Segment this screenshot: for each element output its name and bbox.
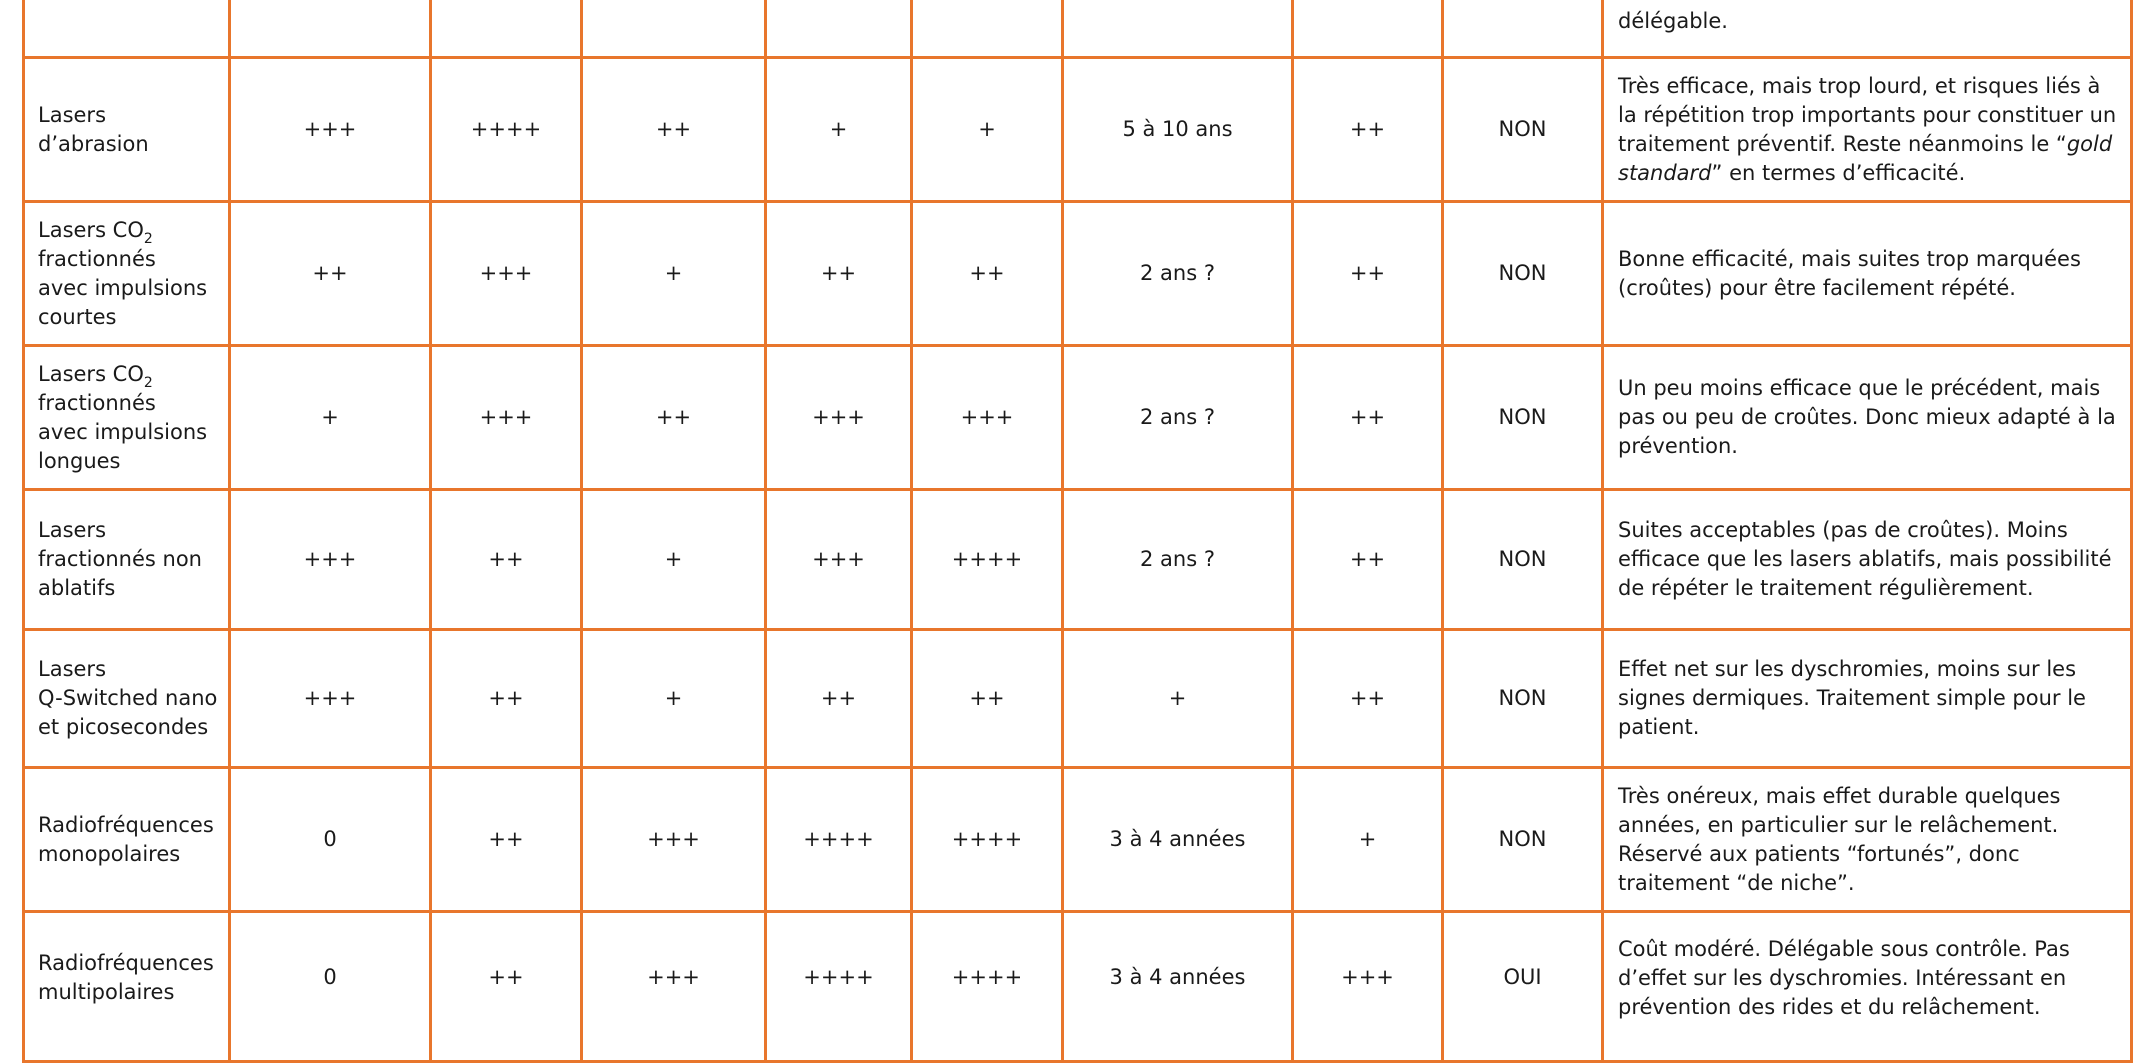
comment-cell	[1603, 0, 2132, 58]
treatment-name-line: Lasers	[38, 102, 107, 127]
score-cell: +	[582, 202, 766, 346]
comment-cell	[1603, 630, 2132, 768]
delegable-cell: NON	[1443, 58, 1603, 202]
comment-line: Effet net sur les dyschromies, moins sur les	[1618, 657, 2077, 681]
score-cell: +++	[230, 58, 431, 202]
score-cell: +++	[1293, 912, 1443, 1062]
treatment-name-line: et picosecondes	[38, 715, 209, 739]
comment-line: Très onéreux, mais effet durable quelques	[1618, 783, 2061, 808]
duration-cell: 3 à 4 années	[1063, 912, 1293, 1062]
comment-line: prévention.	[1618, 434, 1738, 458]
score-cell: +++	[912, 346, 1063, 490]
comment-cell	[1603, 768, 2132, 912]
score-cell: ++	[582, 346, 766, 490]
treatment-name-line: multipolaires	[38, 980, 175, 1004]
comment-line	[1618, 130, 2118, 159]
score-cell: ++	[582, 58, 766, 202]
comment-line: pas ou peu de croûtes. Donc mieux adapté à la	[1618, 405, 2116, 429]
comment-line	[1618, 159, 2118, 188]
score-cell: ++	[230, 202, 431, 346]
duration-cell: 3 à 4 années	[1063, 768, 1293, 912]
comment-text: délégable.	[1618, 9, 1728, 33]
treatment-name-cell	[24, 912, 230, 1062]
table-row	[24, 630, 2132, 768]
treatment-name-line: ablatifs	[38, 576, 116, 600]
comment-emphasis: gold	[2066, 131, 2113, 156]
comment-line: patient.	[1618, 715, 1700, 739]
treatment-name-line: Q-Switched nano	[38, 686, 218, 710]
comment-line: la répétition trop importants pour constituer un	[1618, 102, 2117, 127]
treatment-name-line	[38, 216, 220, 245]
comment-line: de répéter le traitement régulièrement.	[1618, 576, 2034, 600]
score-cell: +++	[582, 912, 766, 1062]
subscript: 2	[143, 374, 153, 391]
treatment-name-cell	[24, 58, 230, 202]
table-row-partial	[24, 0, 2132, 58]
subscript: 2	[143, 230, 153, 247]
duration-cell: 2 ans ?	[1063, 202, 1293, 346]
table-row	[24, 490, 2132, 630]
score-cell: +++	[431, 346, 582, 490]
comment-line: (croûtes) pour être facilement répété.	[1618, 275, 2016, 300]
treatment-comparison-table-wrapper	[22, 0, 2130, 1063]
score-cell: ++++	[766, 912, 912, 1062]
score-cell: ++	[766, 202, 912, 346]
cell-empty	[912, 0, 1063, 58]
score-cell: +++	[230, 630, 431, 768]
treatment-name-line: fractionnés non	[38, 547, 202, 571]
treatment-name-cell	[24, 768, 230, 912]
score-cell: +	[766, 58, 912, 202]
comment-cell	[1603, 912, 2132, 1062]
score-cell: ++	[1293, 630, 1443, 768]
cell-empty	[24, 0, 230, 58]
cell-empty	[431, 0, 582, 58]
table-row	[24, 768, 2132, 912]
treatment-name-prefix: Lasers CO	[38, 217, 144, 242]
treatment-name-prefix: Lasers CO	[38, 361, 144, 386]
treatment-name-line	[38, 360, 220, 389]
comment-line: Un peu moins efficace que le précédent, mais	[1618, 376, 2101, 400]
cell-empty	[582, 0, 766, 58]
score-cell: ++	[912, 630, 1063, 768]
cell-empty	[766, 0, 912, 58]
cell-empty	[1063, 0, 1293, 58]
treatment-name-line: avec impulsions	[38, 275, 208, 300]
comment-fragment: traitement préventif. Reste néanmoins le “	[1618, 131, 2067, 156]
score-cell: ++	[431, 630, 582, 768]
score-cell: ++	[431, 490, 582, 630]
treatment-name-line: fractionnés	[38, 390, 156, 415]
score-cell: ++++	[912, 912, 1063, 1062]
comment-line: d’effet sur les dyschromies. Intéressant en	[1618, 966, 2067, 990]
score-cell: +	[912, 58, 1063, 202]
delegable-cell: NON	[1443, 768, 1603, 912]
score-cell: ++	[1293, 202, 1443, 346]
score-cell: +++	[582, 768, 766, 912]
treatment-name-line: longues	[38, 448, 121, 473]
score-cell: ++	[431, 768, 582, 912]
duration-cell: 2 ans ?	[1063, 346, 1293, 490]
treatment-comparison-table	[22, 0, 2133, 1063]
cell-empty	[230, 0, 431, 58]
comment-line: Bonne efficacité, mais suites trop marquées	[1618, 246, 2081, 271]
delegable-cell: NON	[1443, 490, 1603, 630]
score-cell: +++	[230, 490, 431, 630]
duration-cell: 5 à 10 ans	[1063, 58, 1293, 202]
delegable-cell: NON	[1443, 202, 1603, 346]
score-cell: ++	[912, 202, 1063, 346]
cell-empty	[1443, 0, 1603, 58]
table-row	[24, 58, 2132, 202]
score-cell: ++	[1293, 346, 1443, 490]
comment-line: Réservé aux patients “fortunés”, donc	[1618, 841, 2020, 866]
score-cell: ++++	[431, 58, 582, 202]
treatment-name-cell	[24, 346, 230, 490]
comment-line: traitement “de niche”.	[1618, 870, 1855, 895]
duration-cell: 2 ans ?	[1063, 490, 1293, 630]
score-cell: ++	[766, 630, 912, 768]
delegable-cell: NON	[1443, 346, 1603, 490]
delegable-cell: OUI	[1443, 912, 1603, 1062]
score-cell: ++++	[766, 768, 912, 912]
treatment-name-line: monopolaires	[38, 841, 181, 866]
score-cell: 0	[230, 912, 431, 1062]
treatment-name-cell	[24, 630, 230, 768]
score-cell: +	[1293, 768, 1443, 912]
comment-line: Très efficace, mais trop lourd, et risques liés à	[1618, 73, 2101, 98]
treatment-name-line: d’abrasion	[38, 131, 149, 156]
comment-cell	[1603, 346, 2132, 490]
comment-line: prévention des rides et du relâchement.	[1618, 995, 2041, 1019]
cell-empty	[1293, 0, 1443, 58]
treatment-name-line: Radiofréquences	[38, 812, 214, 837]
duration-cell: +	[1063, 630, 1293, 768]
comment-cell	[1603, 490, 2132, 630]
comment-line: efficace que les lasers ablatifs, mais possibilité	[1618, 547, 2112, 571]
comment-fragment: ” en termes d’efficacité.	[1711, 160, 1966, 185]
score-cell: ++++	[912, 490, 1063, 630]
table-row	[24, 202, 2132, 346]
score-cell: ++++	[912, 768, 1063, 912]
treatment-name-cell	[24, 490, 230, 630]
score-cell: +++	[431, 202, 582, 346]
treatment-name-line: avec impulsions	[38, 419, 208, 444]
treatment-name-cell	[24, 202, 230, 346]
comment-cell	[1603, 202, 2132, 346]
comment-line: Suites acceptables (pas de croûtes). Moins	[1618, 518, 2068, 542]
score-cell: 0	[230, 768, 431, 912]
score-cell: ++	[1293, 490, 1443, 630]
comment-cell	[1603, 58, 2132, 202]
comment-line: années, en particulier sur le relâchement.	[1618, 812, 2059, 837]
treatment-name-line: Lasers	[38, 518, 107, 542]
comment-line: signes dermiques. Traitement simple pour le	[1618, 686, 2086, 710]
score-cell: ++	[1293, 58, 1443, 202]
treatment-name-line: Radiofréquences	[38, 951, 214, 975]
comment-line: Coût modéré. Délégable sous contrôle. Pas	[1618, 937, 2070, 961]
score-cell: +	[582, 630, 766, 768]
comment-emphasis: standard	[1618, 160, 1712, 185]
table-row	[24, 346, 2132, 490]
delegable-cell: NON	[1443, 630, 1603, 768]
score-cell: +	[230, 346, 431, 490]
score-cell: +++	[766, 490, 912, 630]
treatment-name-line: Lasers	[38, 657, 107, 681]
score-cell: ++	[431, 912, 582, 1062]
treatment-name-line: fractionnés	[38, 246, 156, 271]
treatment-name-line: courtes	[38, 304, 117, 329]
table-row	[24, 912, 2132, 1062]
score-cell: +	[582, 490, 766, 630]
score-cell: +++	[766, 346, 912, 490]
